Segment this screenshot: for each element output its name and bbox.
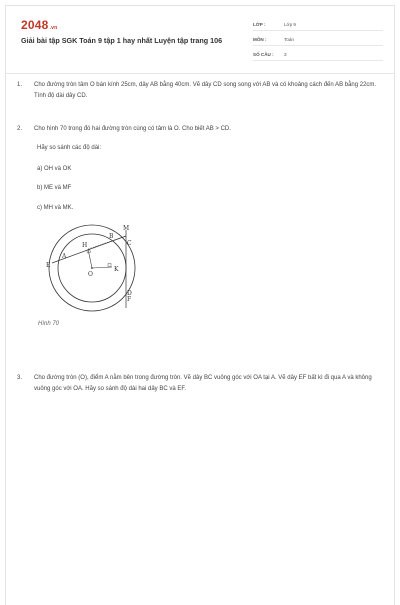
- problem-3: [17, 373, 377, 394]
- concentric-circles-diagram: [44, 223, 154, 315]
- header-divider: [6, 73, 394, 74]
- page-header: [6, 6, 394, 68]
- point-o: [91, 267, 93, 269]
- label-e: E: [46, 262, 51, 269]
- problem-number: 2.: [17, 126, 23, 132]
- label-d: D: [127, 290, 132, 297]
- label-f: F: [127, 296, 132, 303]
- meta-row-subject: [253, 34, 383, 46]
- segment-oh: [88, 249, 92, 268]
- problem-number: 3.: [17, 375, 23, 381]
- meta-key: MÔN :: [253, 37, 267, 42]
- meta-key: SỐ CÂU :: [253, 52, 274, 57]
- right-angle-k: [108, 264, 111, 267]
- site-logo[interactable]: [21, 18, 57, 32]
- problem-text: Cho hình 70 trong đó hai đường tròn cùng có tâm là O. Cho biết AB > CD.: [34, 126, 231, 132]
- logo-main: 2048: [21, 18, 49, 32]
- page-title: Giải bài tập SGK Toán 9 tập 1 hay nhất Luyện tập trang 106: [21, 36, 223, 45]
- label-c: C: [127, 240, 132, 247]
- label-h: H: [82, 242, 88, 249]
- problem-number: 1.: [17, 82, 23, 88]
- problem-2-part-a: a) OH và OK: [37, 166, 72, 172]
- logo-suffix: .vn: [49, 25, 58, 31]
- problem-text: Cho đường tròn (O), điểm A nằm bên trong đường tròn. Vẽ dây BC vuông góc với OA tại A. Vẽ dây EF bất kì đi qua A và không vuông góc với OA. Hãy so sánh độ dài hai dây BC và EF.: [34, 375, 372, 392]
- label-a: A: [62, 253, 67, 260]
- problem-2-part-b: b) ME và MF: [37, 185, 72, 191]
- meta-value: Lớp 9: [284, 22, 296, 27]
- problem-text: Cho đường tròn tâm O bán kính 25cm, dây AB bằng 40cm. Vẽ dây CD song song với AB và có khoảng cách đến AB bằng 22cm. Tính độ dài dây CD.: [34, 82, 377, 99]
- segment-ok: [92, 267, 112, 268]
- problem-2-part-c: c) MH và MK.: [37, 205, 74, 211]
- meta-value: Toán: [284, 37, 294, 42]
- problem-2: [17, 124, 377, 135]
- problem-1: [17, 80, 377, 101]
- figure-caption: Hình 70: [38, 321, 60, 327]
- problem-2-prompt: Hãy so sánh các độ dài:: [37, 145, 102, 151]
- label-k: K: [114, 266, 119, 273]
- label-b: B: [109, 233, 114, 240]
- meta-info: [253, 19, 383, 64]
- meta-row-class: [253, 19, 383, 31]
- label-o: O: [88, 271, 93, 278]
- figure-70: [44, 223, 154, 315]
- meta-value: 3: [284, 52, 287, 57]
- label-m: M: [123, 225, 130, 232]
- meta-row-question-count: [253, 49, 383, 61]
- meta-key: LỚP :: [253, 22, 266, 27]
